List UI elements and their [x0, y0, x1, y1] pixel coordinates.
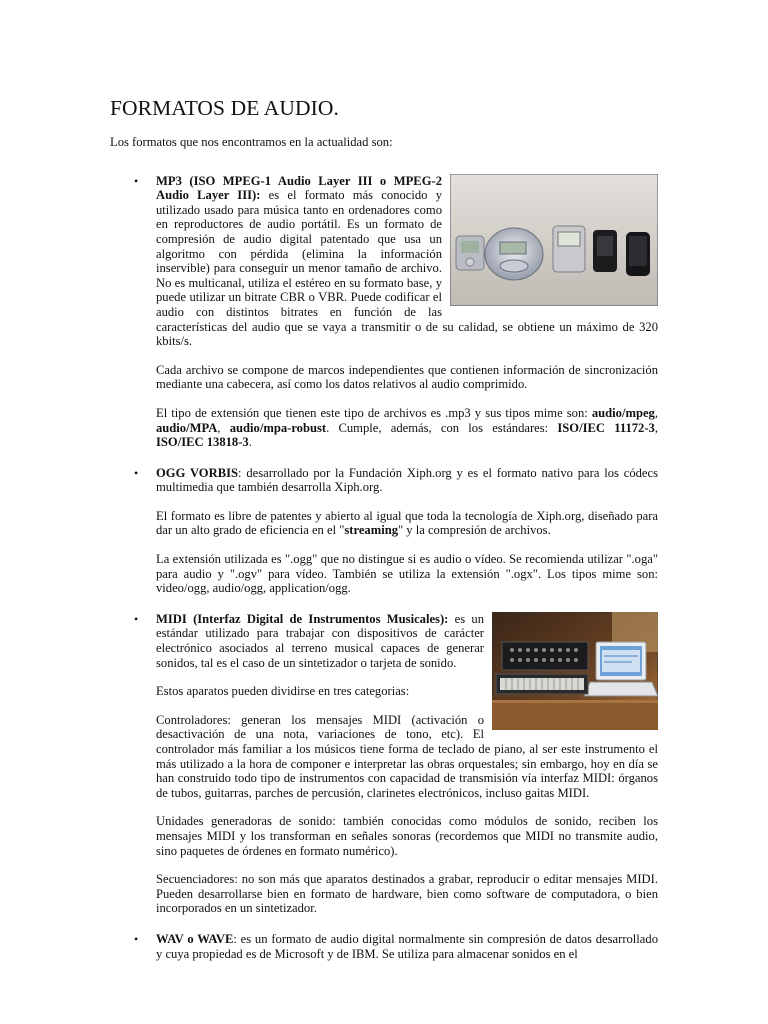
period: .	[248, 435, 252, 450]
midi-text-1: es un estándar utilizado para trabajar con dispositivos de carácter electrónico asociados al terreno musical capaces de generar sonidos, tal es el caso de un sintetizador o tarjeta de sonido.	[156, 611, 484, 670]
ogg-text-2a: El formato es libre de patentes y abierto al igual que toda la tecnología de Xiph.org, diseñado para dar un alto grado de eficiencia en el "	[156, 508, 658, 538]
bullet-icon: •	[134, 611, 139, 626]
separator: ,	[654, 420, 658, 435]
midi-paragraph-5: Secuenciadores: no son más que aparatos destinados a grabar, reproducir o editar mensajes MIDI. Pueden desarrollarse bien en formato de hardware, bien como software de computadora, o bien incorporados en un sintetizador.	[156, 872, 658, 916]
mp3-heading: MP3 (ISO MPEG-1 Audio Layer III o MPEG-2 Audio Layer III):	[156, 173, 442, 203]
midi-heading: MIDI (Interfaz Digital de Instrumentos Musicales):	[156, 611, 449, 626]
list-item-mp3	[110, 174, 658, 450]
standard-name: ISO/IEC 13818-3	[156, 435, 249, 450]
mime-type: audio/mpeg	[591, 405, 655, 420]
mp3-text-1: es el formato más conocido y utilizado usado para música tanto en ordenadores como en reproductores de audio portátil. Es un formato de compresión de audio digital patentado que usa un algoritmo con pérdida (elimina la información inservible) para conseguir un menor tamaño de archivo. No es multicanal, utiliza el estéreo en su formato base, y puede utilizar un bitrate CBR o VBR. Puede codificar el audio con distintos bitrates en función de las características del audio que se vaya a transmitir o de su calidad, se obtiene un máximo de 320 kbits/s.	[156, 188, 658, 349]
mp3-paragraph-3	[156, 406, 658, 450]
ogg-paragraph-1	[156, 466, 658, 495]
intro-text: Los formatos que nos encontramos en la actualidad son:	[110, 135, 393, 149]
midi-paragraph-2: Estos aparatos pueden dividirse en tres categorias:	[156, 684, 410, 699]
mime-type: audio/mpa-robust	[229, 420, 327, 435]
ogg-paragraph-3: La extensión utilizada es ".ogg" que no distingue si es audio o vídeo. Se recomienda utilizar ".oga" para audio y ".ogv" para vídeo. También se utiliza la extensión ".ogx". Los tipos mime son: video/ogg, audio/ogg, application/ogg.	[156, 552, 658, 596]
document-body	[110, 96, 658, 977]
ogg-text-2b: " y la compresión de archivos.	[398, 523, 551, 538]
mp3-players-photo	[450, 174, 658, 306]
standard-name: ISO/IEC 11172-3	[557, 420, 655, 435]
list-item-midi	[110, 612, 658, 916]
wav-heading: WAV o WAVE	[156, 931, 234, 946]
ogg-text-1: : desarrollado por la Fundación Xiph.org y es el formato nativo para los códecs multimedia que también desarrolla Xiph.org.	[156, 465, 658, 495]
bullet-icon: •	[134, 465, 139, 480]
wav-paragraph-1	[156, 932, 658, 961]
midi-studio-photo	[492, 612, 658, 730]
wav-text-1: : es un formato de audio digital normalmente sin compresión de datos desarrollado y cuya propiedad es de Microsoft y de IBM. Se utiliza para almacenar sonidos en el	[156, 931, 658, 961]
bullet-icon: •	[134, 173, 139, 188]
list-item-wav	[110, 932, 658, 961]
bullet-icon: •	[134, 931, 139, 946]
mime-type: audio/MPA	[156, 420, 218, 435]
list-item-ogg	[110, 466, 658, 596]
format-list	[110, 174, 658, 962]
midi-paragraph-4: Unidades generadoras de sonido: también conocidas como módulos de sonido, reciben los mensajes MIDI y los transforman en señales sonoras (recordemos que MIDI no transmite audio, sino paquetes de órdenes en formato numérico).	[156, 814, 658, 858]
mp3-text-3a: El tipo de extensión que tienen este tipo de archivos es .mp3 y sus tipos mime son:	[156, 405, 588, 420]
separator: ,	[654, 405, 659, 420]
ogg-paragraph-2	[156, 509, 658, 538]
streaming-term: streaming	[344, 523, 398, 538]
ogg-heading: OGG VORBIS	[156, 465, 239, 480]
page-title: FORMATOS DE AUDIO.	[110, 96, 339, 120]
separator: ,	[217, 420, 221, 435]
mp3-paragraph-2: Cada archivo se compone de marcos independientes que contienen información de sincronización mediante una cabecera, así como los datos relativos al audio comprimido.	[156, 362, 658, 392]
midi-paragraph-3: Controladores: generan los mensajes MIDI (activación o desactivación de una nota, variaciones de tono, etc). El controlador más familiar a los músicos tiene forma de teclado de piano, al ser este instrumento el más utilizado a la hora de componer e interpretar las obras orquestales; sin embargo, hoy en día se han construido todo tipo de instrumentos con capacidad de transmisión vía interfaz MIDI: órganos de tubos, guitarras, parches de percusión, clarinetes electrónicos, incluso gaitas MIDI.	[156, 712, 658, 800]
mp3-text-3b: . Cumple, además, con los estándares:	[326, 420, 549, 435]
